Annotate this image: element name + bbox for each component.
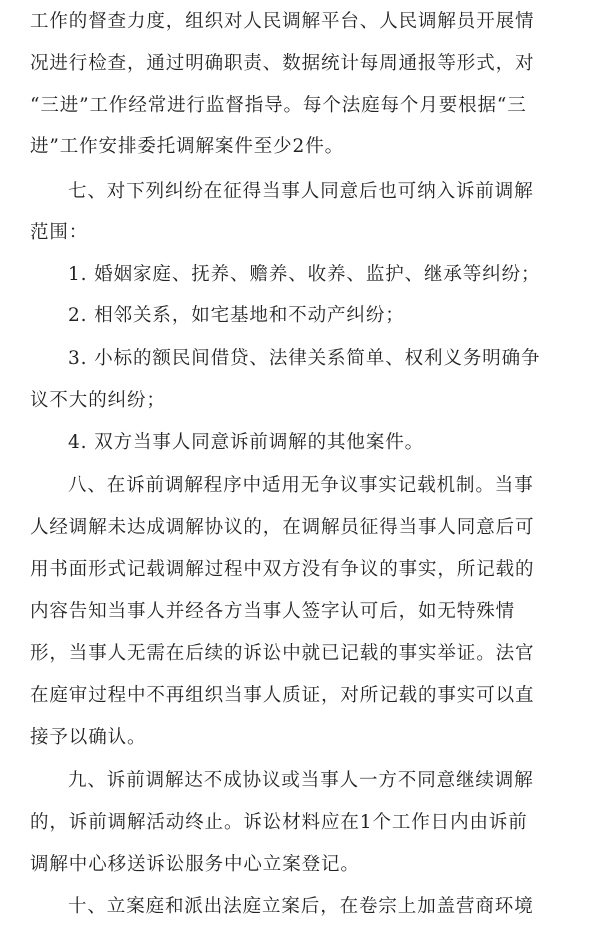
text-line: 形，当事人无需在后续的诉讼中就已记载的事实举证。法官 bbox=[30, 643, 535, 664]
text-line: 用书面形式记载调解过程中双方没有争议的事实，所记载的 bbox=[30, 559, 535, 580]
text-line: 的，诉前调解活动终止。诉讼材料应在1个工作日内由诉前 bbox=[30, 812, 528, 833]
text-line: 十、立案庭和派出法庭立案后，在卷宗上加盖营商环境 bbox=[68, 896, 534, 917]
text-line: 七、对下列纠纷在征得当事人同意后也可纳入诉前调解 bbox=[68, 181, 534, 202]
text-line: 调解中心移送诉讼服务中心立案登记。 bbox=[30, 854, 360, 875]
text-line: 2. 相邻关系，如宅基地和不动产纠纷； bbox=[68, 305, 405, 326]
text-line: 内容告知当事人并经各方当事人签字认可后，如无特殊情 bbox=[30, 601, 516, 622]
text-line: 接予以确认。 bbox=[30, 727, 147, 748]
text-line: 4. 双方当事人同意诉前调解的其他案件。 bbox=[68, 432, 425, 453]
text-line: 1. 婚姻家庭、抚养、赡养、收养、监护、继承等纠纷； bbox=[68, 264, 541, 285]
text-line: 八、在诉前调解程序中适用无争议事实记载机制。当事 bbox=[68, 475, 534, 496]
text-line: 在庭审过程中不再组织当事人质证，对所记载的事实可以直 bbox=[30, 685, 535, 706]
text-line: 人经调解未达成调解协议的，在调解员征得当事人同意后可 bbox=[30, 517, 535, 538]
text-line: 范围： bbox=[30, 222, 89, 243]
text-line: “三进”工作经常进行监督指导。每个法庭每个月要根据“三 bbox=[30, 95, 527, 116]
text-line: 工作的督查力度，组织对人民调解平台、人民调解员开展情 bbox=[30, 11, 535, 32]
text-line: 进”工作安排委托调解案件至少2件。 bbox=[30, 136, 345, 157]
text-line: 况进行检查，通过明确职责、数据统计每周通报等形式，对 bbox=[30, 53, 535, 74]
text-line: 议不大的纠纷； bbox=[30, 390, 166, 411]
text-line: 3. 小标的额民间借贷、法律关系简单、权利义务明确争 bbox=[68, 348, 541, 369]
text-line: 九、诉前调解达不成协议或当事人一方不同意继续调解 bbox=[68, 770, 534, 791]
